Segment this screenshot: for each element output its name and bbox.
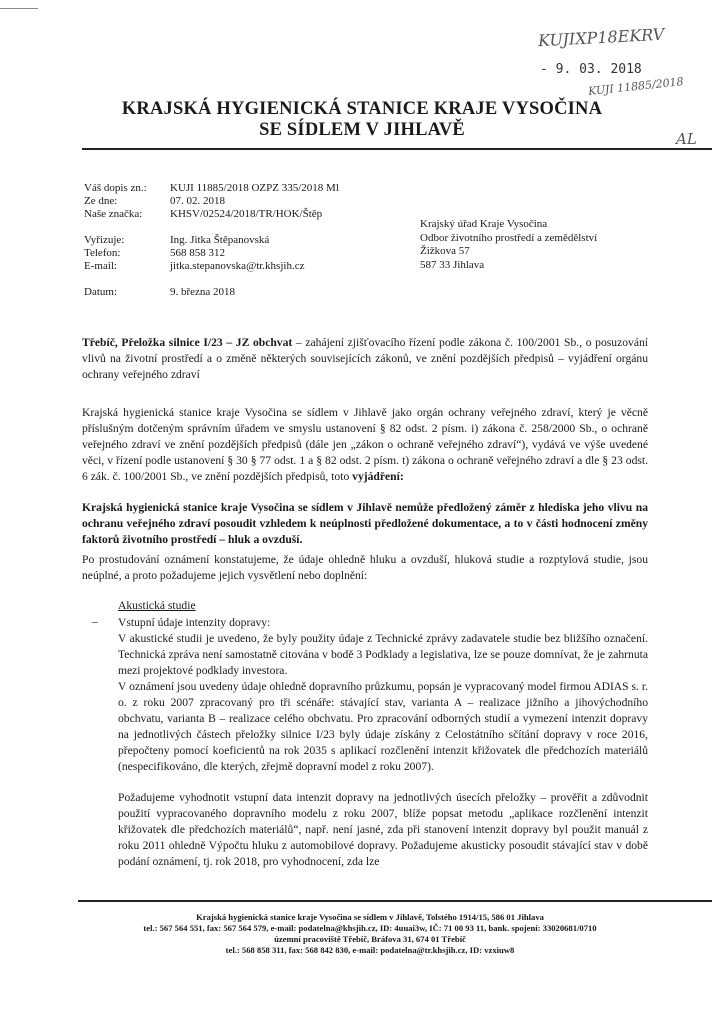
subject-rest: – zahájení zjišťovacího řízení podle zákona č. 100/2001 Sb., o posuzování vlivů na životní prostředí a o změně některých souvisejících zákonů, ve znění pozdějších předpisů – vyjádření orgánu ochrany veřejného zdraví: [82, 336, 648, 381]
footer-line: tel.: 567 564 551, fax: 567 564 579, e-mail: podatelna@khsjih.cz, ID: 4uuai3w, IČ: 71 00 93 11, bank. spojení: 33020681/0710: [143, 923, 597, 933]
recipient-line: Odbor životního prostředí a zemědělství: [420, 231, 598, 244]
subject-paragraph: [82, 335, 648, 383]
label-phone: Telefon:: [84, 247, 121, 259]
label-date: Datum:: [84, 286, 117, 298]
value-email: jitka.stepanovska@tr.khsjih.cz: [170, 260, 305, 272]
list-item-paragraph-2: V oznámení jsou uvedeny údaje ohledně dopravního průzkumu, popsán je vypracovaný model firmou ADIAS s. r. o. z roku 2007 zpracovaný pro tři scénáře: stávající stav, varianta A – realizace jižního a jihovýchodního obchvatu, varianta B – realizace celého obchvatu. Pro zpracování odborných studií a vymezení intenzit dopravy na jednotlivých částech přeložky silnice I/23 byly údaje získány z Celostátního sčítání dopravy v roce 2016, přepočteny pomocí koeficientů na rok 2035 s aplikací rozčlenění intenzit křižovatek dle předchozích materiálů (nespecifikováno, dle kterých, zřejmě dopravní model z roku 2007).: [118, 680, 648, 773]
authority-title-line-2: SE SÍDLEM V JIHLAVĚ: [259, 120, 465, 140]
label-date-of-letter: Ze dne:: [84, 195, 118, 207]
recipient-line: Krajský úřad Kraje Vysočina: [420, 218, 548, 230]
handwritten-corner-mark: AL: [676, 130, 697, 148]
findings-paragraph: Po prostudování oznámení konstatujeme, že údaje ohledně hluku a ovzduší, hluková studie a rozptylová studie, jsou neúplné, a proto požadujeme jejich vysvětlení nebo doplnění:: [82, 553, 648, 582]
recipient-address: [420, 218, 660, 272]
date-stamp: - 9. 03. 2018: [540, 62, 642, 77]
footer-line: Krajská hygienická stanice kraje Vysočina se sídlem v Jihlavě, Tolstého 1914/15, 586 01 Jihlava: [196, 912, 544, 922]
legal-basis-paragraph: [82, 405, 648, 485]
value-handled-by: Ing. Jitka Štěpanovská: [170, 234, 270, 246]
handwritten-reference: KUJI 11885/2018: [587, 75, 685, 98]
legal-basis-bold-end: vyjádření:: [352, 470, 404, 483]
list-item-paragraph-3: Požadujeme vyhodnotit vstupní data intenzit dopravy na jednotlivých úsecích přeložky – prověřit a zdůvodnit použití vypracovaného dopravního modelu z roku 2007, blíže popsat metodu „aplikace rozčlenění intenzit křižovatek dle předchozích materiálů“, např. není jasné, zda při stanovení intenzit dopravy byl použit manuál z roku 2011 ohledně Výpočtu hluku z automobilové dopravy. Požadujeme akusticky posoudit stávající stav v době podání oznámení, tj. rok 2018, pro vyhodnocení, zda lze: [118, 791, 648, 868]
scan-artifact-line: [0, 8, 38, 9]
list-item-paragraph-1: V akustické studii je uvedeno, že byly použity údaje z Technické zprávy zadavatele studie bez bližšího označení. Technická zpráva není samostatně citována v bodě 3 Podklady a legislativa, lze se pouze domnívat, že je zahrnuta mezi projektové podklady investora.: [118, 632, 648, 677]
decision-paragraph: Krajská hygienická stanice kraje Vysočina se sídlem v Jihlavě nemůže předložený záměr z hlediska jeho vlivu na ochranu veřejného zdraví posoudit vzhledem k neúplnosti předložené dokumentace, a to v části hodnocení změny faktorů životního prostředí – hluk a ovzduší.: [82, 501, 648, 546]
handwritten-stamp-code: KUJIXP18EKRV: [537, 24, 665, 51]
value-date-of-letter: 07. 02. 2018: [170, 195, 225, 207]
meta-labels: [84, 182, 164, 299]
value-your-ref: KUJI 11885/2018 OZPZ 335/2018 Ml: [170, 182, 339, 194]
label-email: E-mail:: [84, 260, 117, 272]
list-dash: –: [92, 615, 98, 628]
subject-bold: Třebíč, Přeložka silnice I/23 – JZ obchvat: [82, 336, 293, 349]
recipient-line: 587 33 Jihlava: [420, 258, 485, 271]
recipient-line: Žižkova 57: [420, 245, 470, 257]
label-handled-by: Vyřizuje:: [84, 234, 125, 246]
label-our-ref: Naše značka:: [84, 208, 143, 220]
value-our-ref: KHSV/02524/2018/TR/HOK/Štěp: [170, 208, 323, 220]
legal-basis-text: Krajská hygienická stanice kraje Vysočina se sídlem v Jihlavě jako orgán ochrany veřejného zdraví, který je věcně příslušným dotčeným správním úřadem ve smyslu ustanovení § 82 odst. 2 písm. i) zákona č. 258/2000 Sb., o ochraně veřejného zdraví ve znění pozdějších předpisů (dále jen „zákon o ochraně veřejného zdraví“), vydává ve výše uvedené věci, v řízení podle ustanovení § 30 § 77 odst. 1 a § 82 odst. 2 písm. t) zákona o ochraně veřejného zdraví a dle § 23 odst. 6 zák. č. 100/2001 Sb., ve znění pozdějších předpisů, toto: [82, 406, 648, 483]
section-heading: Akustická studie: [118, 599, 196, 612]
footer-divider: [78, 900, 712, 902]
value-phone: 568 858 312: [170, 247, 225, 259]
value-date: 9. března 2018: [170, 286, 236, 298]
list-item-title: Vstupní údaje intenzity dopravy:: [118, 616, 271, 629]
footer-line: tel.: 568 858 311, fax: 568 842 830, e-mail: podatelna@tr.khsjih.cz, ID: vzxiuw8: [225, 945, 515, 955]
label-your-ref: Váš dopis zn.:: [84, 182, 147, 194]
footer-line: územní pracoviště Třebíč, Bráfova 31, 674 01 Třebíč: [274, 934, 466, 944]
header-divider: [82, 148, 712, 150]
authority-title-line-1: KRAJSKÁ HYGIENICKÁ STANICE KRAJE VYSOČINA: [121, 99, 603, 119]
footer: [60, 912, 680, 956]
meta-values: [170, 182, 410, 299]
